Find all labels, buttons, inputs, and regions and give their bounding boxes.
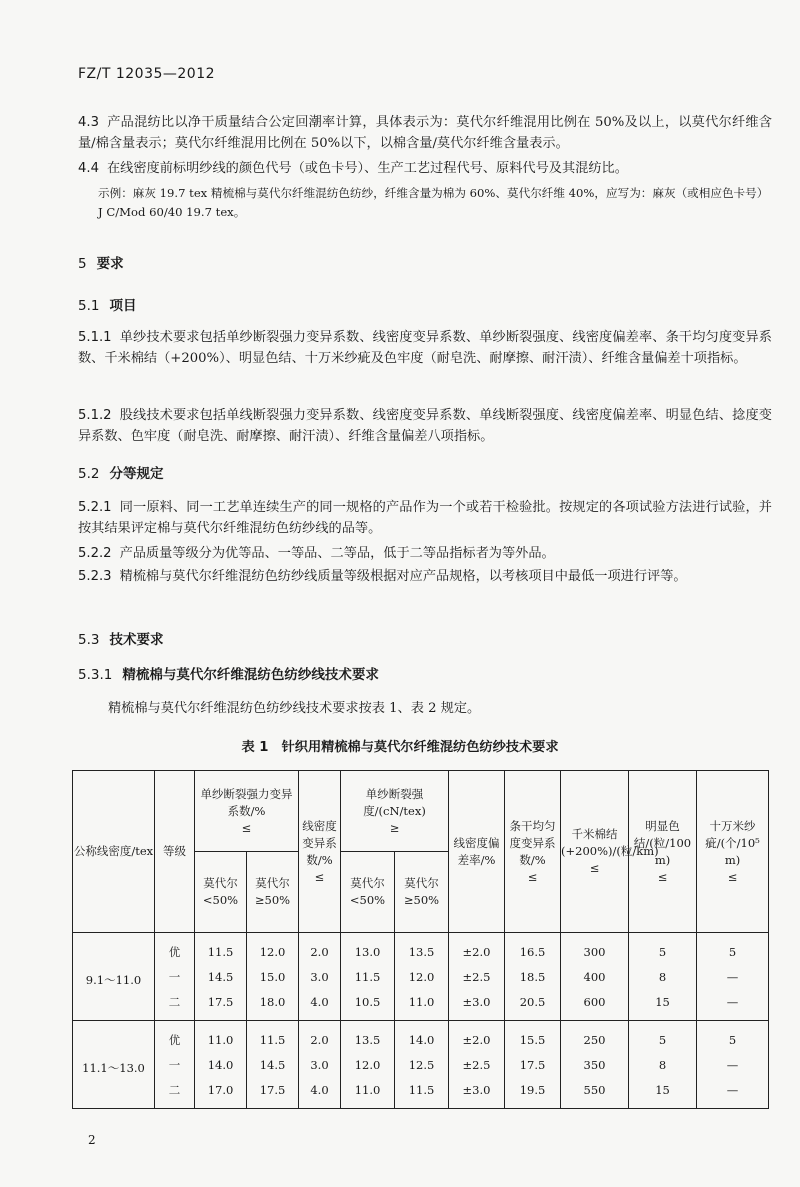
clause-number: 5.1.1 <box>78 330 112 345</box>
subheader-modal-lt50: 莫代尔<50% <box>341 852 395 933</box>
clause-text: 产品混纺比以净干质量结合公定回潮率计算，具体表示为：莫代尔纤维混用比例在 50%及以上，以莫代尔纤维含量/棉含量表示；莫代尔纤维混用比例在 50%以下，以棉含量/莫代尔纤维含量表示。 <box>78 115 772 151</box>
value-cell: 13.5 <box>341 1021 395 1053</box>
section-number: 5.3 <box>78 632 100 648</box>
clause-5-2-1 <box>78 497 772 539</box>
section-5-3-heading <box>78 628 163 648</box>
value-cell: 12.0 <box>395 964 449 989</box>
value-cell: ±2.5 <box>449 964 505 989</box>
value-cell: 17.5 <box>505 1052 561 1077</box>
section-title: 技术要求 <box>109 632 164 648</box>
section-5-2-heading <box>78 462 163 482</box>
value-cell: 12.0 <box>247 933 299 965</box>
value-cell: 12.0 <box>341 1052 395 1077</box>
grade-cell: 二 <box>155 989 195 1021</box>
header-evenness-cv: 条干均匀度变异系数/% ≤ <box>505 771 561 933</box>
clause-number: 5.2.3 <box>78 569 112 584</box>
clause-5-1-2 <box>78 405 772 447</box>
clause-number: 4.4 <box>78 161 99 176</box>
clause-number: 5.1.2 <box>78 408 112 423</box>
section-title: 分等规定 <box>109 466 164 482</box>
clause-text: 产品质量等级分为优等品、一等品、二等品，低于二等品指标者为等外品。 <box>119 546 555 561</box>
value-cell: 13.5 <box>395 933 449 965</box>
grade-cell: 一 <box>155 964 195 989</box>
value-cell: 15 <box>629 1077 697 1109</box>
clause-text: 在线密度前标明纱线的颜色代号（或色卡号）、生产工艺过程代号、原料代号及其混纺比。 <box>106 161 628 176</box>
value-cell: 19.5 <box>505 1077 561 1109</box>
section-title: 精梳棉与莫代尔纤维混纺色纺纱线技术要求 <box>122 667 379 683</box>
value-cell: 16.5 <box>505 933 561 965</box>
value-cell: — <box>697 1052 769 1077</box>
spec-range: 9.1～11.0 <box>73 933 155 1021</box>
value-cell: — <box>697 1077 769 1109</box>
spec-table <box>72 770 769 1109</box>
table-intro: 精梳棉与莫代尔纤维混纺色纺纱线技术要求按表 1、表 2 规定。 <box>108 701 481 716</box>
value-cell: 3.0 <box>299 964 341 989</box>
subheader-modal-ge50: 莫代尔≥50% <box>395 852 449 933</box>
header-strength-cv: 单纱断裂强力变异系数/% ≤ <box>195 771 299 852</box>
header-density-cv: 线密度变异系数/% ≤ <box>299 771 341 933</box>
subheader-modal-lt50: 莫代尔<50% <box>195 852 247 933</box>
page-number: 2 <box>88 1133 96 1147</box>
header-grade: 等级 <box>155 771 195 933</box>
value-cell: 8 <box>629 964 697 989</box>
clause-text: 同一原料、同一工艺单连续生产的同一规格的产品作为一个或若干检验批。按规定的各项试验方法进行试验，并按其结果评定棉与莫代尔纤维混纺色纺纱线的品等。 <box>78 500 772 536</box>
clause-number: 5.2.1 <box>78 500 112 515</box>
value-cell: 11.5 <box>341 964 395 989</box>
subheader-modal-ge50: 莫代尔≥50% <box>247 852 299 933</box>
clause-5-2-3 <box>78 566 772 587</box>
value-cell: 11.5 <box>195 933 247 965</box>
clause-4-4 <box>78 158 772 179</box>
value-cell: ±2.0 <box>449 933 505 965</box>
value-cell: 550 <box>561 1077 629 1109</box>
clause-5-2-2 <box>78 543 772 564</box>
grade-cell: 二 <box>155 1077 195 1109</box>
grade-cell: 优 <box>155 1021 195 1053</box>
value-cell: 350 <box>561 1052 629 1077</box>
value-cell: 5 <box>697 933 769 965</box>
value-cell: 3.0 <box>299 1052 341 1077</box>
table-row <box>73 964 769 989</box>
grade-cell: 优 <box>155 933 195 965</box>
section-number: 5.1 <box>78 298 100 314</box>
value-cell: 250 <box>561 1021 629 1053</box>
spec-range: 11.1～13.0 <box>73 1021 155 1109</box>
value-cell: 14.0 <box>395 1021 449 1053</box>
value-cell: 14.5 <box>247 1052 299 1077</box>
value-cell: 18.5 <box>505 964 561 989</box>
value-cell: 11.0 <box>195 1021 247 1053</box>
header-density-deviation: 线密度偏差率/% <box>449 771 505 933</box>
value-cell: 15.5 <box>505 1021 561 1053</box>
value-cell: ±3.0 <box>449 989 505 1021</box>
value-cell: 11.0 <box>341 1077 395 1109</box>
table-row <box>73 1021 769 1053</box>
section-5-1-heading <box>78 294 136 314</box>
value-cell: 5 <box>697 1021 769 1053</box>
value-cell: 17.5 <box>195 989 247 1021</box>
value-cell: 11.5 <box>247 1021 299 1053</box>
header-tenacity: 单纱断裂强度/(cN/tex) ≥ <box>341 771 449 852</box>
value-cell: — <box>697 964 769 989</box>
value-cell: 4.0 <box>299 1077 341 1109</box>
value-cell: 15 <box>629 989 697 1021</box>
value-cell: ±2.5 <box>449 1052 505 1077</box>
section-title: 要求 <box>96 256 124 272</box>
value-cell: 600 <box>561 989 629 1021</box>
value-cell: 11.5 <box>395 1077 449 1109</box>
clause-text: 单纱技术要求包括单纱断裂强力变异系数、线密度变异系数、单纱断裂强度、线密度偏差率、条干均匀度变异系数、千米棉结（+200%）、明显色结、十万米纱疵及色牢度（耐皂洗、耐摩擦、耐汗渍）、纤维含量偏差十项指标。 <box>78 330 772 366</box>
value-cell: ±3.0 <box>449 1077 505 1109</box>
section-5-3-1-heading <box>78 663 379 683</box>
table-row <box>73 1077 769 1109</box>
value-cell: 2.0 <box>299 933 341 965</box>
table-title: 表 1 针织用精梳棉与莫代尔纤维混纺色纺纱技术要求 <box>241 740 559 755</box>
value-cell: — <box>697 989 769 1021</box>
value-cell: 15.0 <box>247 964 299 989</box>
value-cell: 5 <box>629 933 697 965</box>
section-title: 项目 <box>109 298 137 314</box>
header-color-knots: 明显色结/(粒/100 m) ≤ <box>629 771 697 933</box>
value-cell: 14.0 <box>195 1052 247 1077</box>
value-cell: 14.5 <box>195 964 247 989</box>
header-neps: 千米棉结(+200%)/(粒/km) ≤ <box>561 771 629 933</box>
value-cell: 20.5 <box>505 989 561 1021</box>
value-cell: ±2.0 <box>449 1021 505 1053</box>
clause-number: 5.2.2 <box>78 546 112 561</box>
value-cell: 8 <box>629 1052 697 1077</box>
section-number: 5.3.1 <box>78 667 113 683</box>
value-cell: 300 <box>561 933 629 965</box>
value-cell: 2.0 <box>299 1021 341 1053</box>
value-cell: 5 <box>629 1021 697 1053</box>
clause-text: 股线技术要求包括单线断裂强力变异系数、线密度变异系数、单线断裂强度、线密度偏差率、明显色结、捻度变异系数、色牢度（耐皂洗、耐摩擦、耐汗渍）、纤维含量偏差八项指标。 <box>78 408 772 444</box>
clause-5-1-1 <box>78 327 772 369</box>
grade-cell: 一 <box>155 1052 195 1077</box>
standard-code: FZ/T 12035—2012 <box>78 66 216 82</box>
clause-number: 4.3 <box>78 115 99 130</box>
section-number: 5.2 <box>78 466 100 482</box>
value-cell: 400 <box>561 964 629 989</box>
table-row <box>73 933 769 965</box>
header-nominal-density: 公称线密度/tex <box>73 771 155 933</box>
section-number: 5 <box>78 256 87 272</box>
table-row <box>73 1052 769 1077</box>
value-cell: 12.5 <box>395 1052 449 1077</box>
clause-text: 精梳棉与莫代尔纤维混纺色纺纱线质量等级根据对应产品规格，以考核项目中最低一项进行评等。 <box>119 569 687 584</box>
value-cell: 10.5 <box>341 989 395 1021</box>
value-cell: 11.0 <box>395 989 449 1021</box>
header-yarn-faults: 十万米纱疵/(个/10⁵ m) ≤ <box>697 771 769 933</box>
value-cell: 4.0 <box>299 989 341 1021</box>
value-cell: 13.0 <box>341 933 395 965</box>
clause-4-3 <box>78 112 772 154</box>
section-5-heading <box>78 252 124 272</box>
value-cell: 17.5 <box>247 1077 299 1109</box>
value-cell: 17.0 <box>195 1077 247 1109</box>
value-cell: 18.0 <box>247 989 299 1021</box>
example-note: 示例：麻灰 19.7 tex 精梳棉与莫代尔纤维混纺色纺纱，纤维含量为棉为 60%、莫代尔纤维 40%，应写为：麻灰（或相应色卡号）J C/Mod 60/40 19.7 tex。 <box>98 186 769 219</box>
table-row <box>73 989 769 1021</box>
